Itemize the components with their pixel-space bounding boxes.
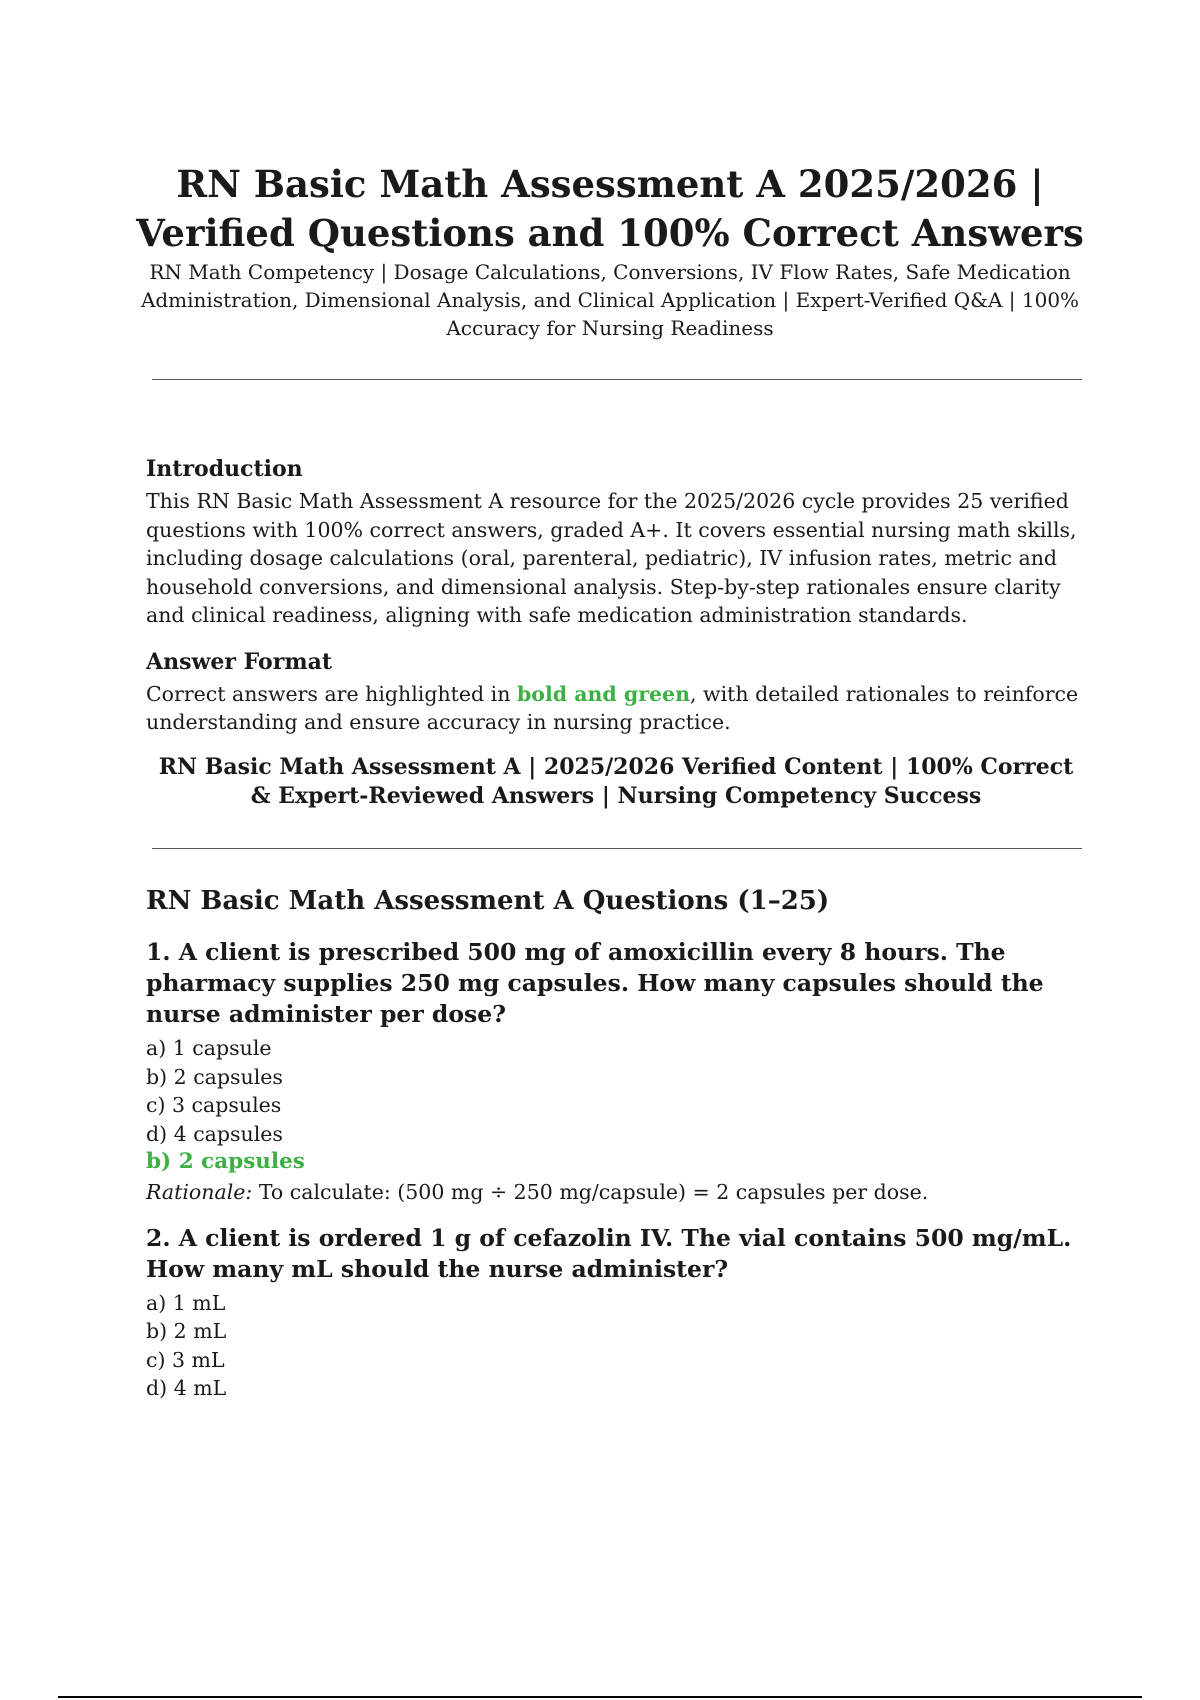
option: d) 4 capsules: [146, 1121, 283, 1146]
option: c) 3 mL: [146, 1347, 225, 1372]
header-divider: [152, 379, 1082, 380]
question-item: [146, 937, 1086, 1207]
questions-heading: RN Basic Math Assessment A Questions (1–25): [146, 886, 830, 916]
option: a) 1 mL: [146, 1290, 226, 1315]
tagline: RN Basic Math Assessment A | 2025/2026 Verified Content | 100% Correct & Expert-Reviewed Answers | Nursing Competency Success: [158, 753, 1074, 809]
rationale-text: To calculate: (500 mg ÷ 250 mg/capsule) = 2 capsules per dose.: [252, 1179, 929, 1204]
option: a) 1 capsule: [146, 1036, 272, 1060]
answer-format-text: [146, 680, 1086, 737]
correct-answer: b) 2 capsules: [146, 1149, 305, 1174]
option: d) 4 mL: [146, 1376, 227, 1400]
answer-format-text-before: Correct answers are highlighted in: [146, 681, 517, 706]
intro-text: This RN Basic Math Assessment A resource for the 2025/2026 cycle provides 25 verified questions with 100% correct answers, graded A+. It covers essential nursing math skills, including dosage calculations (oral, parenteral, pediatric), IV infusion rates, metric and household conversions, and dimensional analysis. Step-by-step rationales ensure clarity and clinical readiness, aligning with safe medication administration standards.: [146, 489, 1077, 627]
option: c) 3 capsules: [146, 1093, 282, 1117]
answer-format-text-after: , with detailed rationales to reinforce understanding and ensure accuracy in nursing practice.: [146, 681, 1079, 734]
document-title: RN Basic Math Assessment A 2025/2026 | Verified Questions and 100% Correct Answers: [136, 162, 1084, 255]
option: b) 2 mL: [146, 1319, 227, 1343]
footer-line: [58, 1696, 1142, 1698]
question-text: 1. A client is prescribed 500 mg of amoxicillin every 8 hours. The pharmacy supplies 250 mg capsules. How many capsules should the nurse administer per dose?: [146, 938, 1044, 1028]
rationale: [146, 1177, 1086, 1207]
section-divider: [152, 848, 1082, 849]
questions-section: [146, 885, 1086, 1403]
option: b) 2 capsules: [146, 1064, 283, 1089]
rationale-label: Rationale:: [146, 1179, 253, 1204]
question-text: 2. A client is ordered 1 g of cefazolin IV. The vial contains 500 mg/mL. How many mL should the nurse administer?: [146, 1223, 1072, 1283]
document-subtitle: RN Math Competency | Dosage Calculations, Conversions, IV Flow Rates, Safe Medication Administration, Dimensional Analysis, and Clinical Application | Expert-Verified Q&A | 100% Accuracy for Nursing Readiness: [140, 260, 1080, 340]
intro-heading: Introduction: [146, 456, 303, 482]
answer-format-heading: Answer Format: [146, 648, 333, 675]
answer-format-highlight: bold and green: [516, 681, 690, 706]
question-item: [146, 1223, 1086, 1403]
intro-section: [146, 455, 1086, 811]
